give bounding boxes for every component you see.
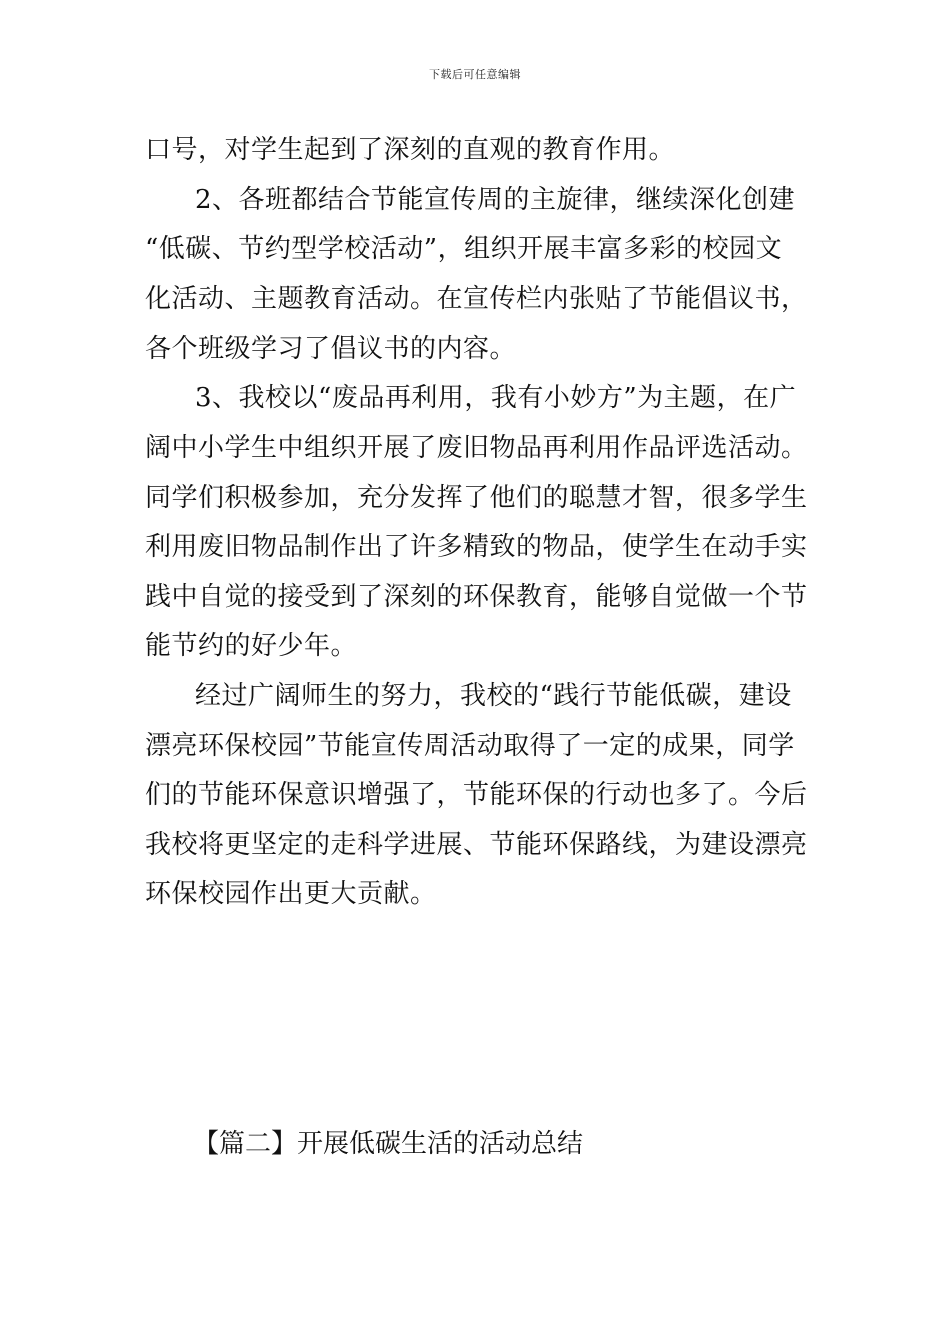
text-line: 践中自觉的接受到了深刻的环保教育，能够自觉做一个节 [145, 582, 808, 612]
section-title: 【篇二】开展低碳生活的活动总结 [193, 1129, 584, 1159]
text-line: 同学们积极参加，充分发挥了他们的聪慧才智，很多学生 [145, 483, 808, 513]
text-line: 能节约的好少年。 [145, 631, 358, 661]
text-line: 3、我校以“废品再利用，我有小妙方”为主题，在广 [195, 383, 797, 413]
text-line: 口号，对学生起到了深刻的直观的教育作用。 [145, 135, 676, 165]
text-line: “低碳、节约型学校活动”，组织开展丰富多彩的校园文 [145, 234, 783, 264]
text-line: 环保校园作出更大贡献。 [145, 879, 437, 909]
text-line: 化活动、主题教育活动。在宣传栏内张贴了节能倡议书， [145, 284, 808, 314]
text-line: 们的节能环保意识增强了，节能环保的行动也多了。今后 [145, 780, 808, 810]
text-line: 我校将更坚定的走科学进展、节能环保路线，为建设漂亮 [145, 830, 808, 860]
text-line: 阔中小学生中组织开展了废旧物品再利用作品评选活动。 [145, 433, 808, 463]
text-line: 利用废旧物品制作出了许多精致的物品，使学生在动手实 [145, 532, 808, 562]
text-line: 各个班级学习了倡议书的内容。 [145, 334, 517, 364]
text-line: 经过广阔师生的努力，我校的“践行节能低碳，建设 [195, 681, 792, 711]
text-line: 2、各班都结合节能宣传周的主旋律，继续深化创建 [195, 185, 796, 215]
page-header-note: 下载后可任意编辑 [429, 68, 521, 81]
text-line: 漂亮环保校园”节能宣传周活动取得了一定的成果，同学 [145, 731, 795, 761]
